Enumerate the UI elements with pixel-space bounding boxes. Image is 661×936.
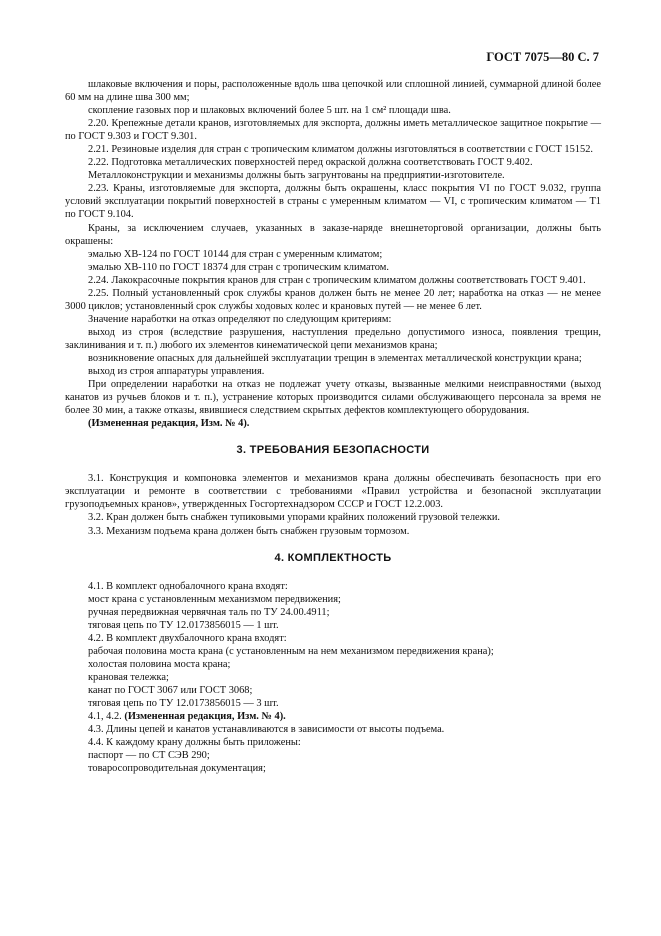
paragraph: 2.25. Полный установленный срок службы кранов должен быть не менее 20 лет; наработка на отказ — не менее 3000 циклов; установленный срок службы ходовых колес и крановых путей — не менее 6 лет. bbox=[65, 287, 601, 312]
page-header: ГОСТ 7075—80 С. 7 bbox=[486, 50, 599, 64]
paragraph: 2.20. Крепежные детали кранов, изготовляемых для экспорта, должны иметь металлическое защитное покрытие — по ГОСТ 9.303 и ГОСТ 9.301. bbox=[65, 118, 601, 143]
paragraph: 2.24. Лакокрасочные покрытия кранов для стран с тропическим климатом должны соответствовать ГОСТ 9.401. bbox=[88, 274, 586, 286]
paragraph: Значение наработки на отказ определяют по следующим критериям: bbox=[88, 313, 392, 325]
paragraph: 4.2. В комплект двухбалочного крана входят: bbox=[88, 632, 287, 644]
paragraph: выход из строя аппаратуры управления. bbox=[88, 366, 265, 378]
section-heading: 3. ТРЕБОВАНИЯ БЕЗОПАСНОСТИ bbox=[236, 444, 430, 457]
paragraph: тяговая цепь по ТУ 12.0173856015 — 1 шт. bbox=[88, 619, 279, 631]
paragraph: канат по ГОСТ 3067 или ГОСТ 3068; bbox=[88, 684, 253, 696]
paragraph: При определении наработки на отказ не подлежат учету отказы, вызванные мелкими неисправностями (выход канатов из ручьев блоков и т. п.), устранение которых производится силами обслуживающего персонала за время не более 30 мин, а также отказы, явившиеся следствием скрытых дефектов комплектующего оборудования. bbox=[65, 379, 601, 417]
paragraph: эмалью ХВ-124 по ГОСТ 10144 для стран с умеренным климатом; bbox=[88, 248, 383, 260]
amendment-note: (Измененная редакция, Изм. № 4). bbox=[124, 711, 286, 723]
document-body bbox=[65, 78, 601, 775]
paragraph: крановая тележка; bbox=[88, 671, 169, 683]
paragraph: 3.3. Механизм подъема крана должен быть снабжен грузовым тормозом. bbox=[88, 525, 410, 537]
paragraph: 4.3. Длины цепей и канатов устанавливаются в зависимости от высоты подъема. bbox=[88, 724, 445, 736]
paragraph: эмалью ХВ-110 по ГОСТ 18374 для стран с тропическим климатом. bbox=[88, 261, 389, 273]
paragraph: 3.1. Конструкция и компоновка элементов и механизмов крана должны обеспечивать безопасность при его эксплуатации и ремонте в соответствии с требованиями «Правил устройства и безопасной эксплуатации грузоподъемных кранов», утвержденных Госгортехнадзором СССР и ГОСТ 12.2.003. bbox=[65, 473, 601, 511]
paragraph: (Измененная редакция, Изм. № 4). bbox=[88, 418, 250, 430]
paragraph: 2.22. Подготовка металлических поверхностей перед окраской должна соответствовать ГОСТ 9.402. bbox=[88, 157, 533, 169]
paragraph: 2.23. Краны, изготовляемые для экспорта, должны быть окрашены, класс покрытия VI по ГОСТ 9.032, группа условий эксплуатации покрытий поверхностей в страны с умеренным климатом — VI, с тропическим климатом — Т1 по ГОСТ 9.104. bbox=[65, 183, 601, 221]
paragraph: 2.21. Резиновые изделия для стран с тропическим климатом должны изготовляться в соответствии с ГОСТ 15152. bbox=[88, 144, 593, 156]
paragraph: тяговая цепь по ТУ 12.0173856015 — 3 шт. bbox=[88, 698, 279, 710]
paragraph: паспорт — по СТ СЭВ 290; bbox=[88, 750, 210, 762]
paragraph: ручная передвижная червячная таль по ТУ 24.00.4911; bbox=[88, 606, 330, 618]
paragraph: мост крана с установленным механизмом передвижения; bbox=[88, 593, 341, 605]
paragraph: товаросопроводительная документация; bbox=[88, 763, 266, 775]
paragraph: холостая половина моста крана; bbox=[88, 658, 231, 670]
paragraph: 4.1, 4.2. (Измененная редакция, Изм. № 4). bbox=[88, 711, 286, 723]
paragraph: Краны, за исключением случаев, указанных в заказе-наряде внешнеторговой организации, должны быть окрашены: bbox=[65, 222, 601, 247]
paragraph: рабочая половина моста крана (с установленным на нем механизмом передвижения крана); bbox=[88, 645, 494, 657]
paragraph: 3.2. Кран должен быть снабжен тупиковыми упорами крайних положений грузовой тележки. bbox=[88, 512, 501, 524]
paragraph: скопление газовых пор и шлаковых включений более 5 шт. на 1 см² площади шва. bbox=[88, 105, 451, 117]
paragraph: возникновение опасных для дальнейшей эксплуатации трещин в элементах металлической конструкции крана; bbox=[88, 352, 582, 364]
section-heading: 4. КОМПЛЕКТНОСТЬ bbox=[274, 551, 392, 564]
paragraph: 4.4. К каждому крану должны быть приложены: bbox=[88, 737, 301, 749]
paragraph: Металлоконструкции и механизмы должны быть загрунтованы на предприятии-изготовителе. bbox=[88, 170, 505, 182]
paragraph: шлаковые включения и поры, расположенные вдоль шва цепочкой или сплошной линией, суммарной длиной более 60 мм на длине шва 300 мм; bbox=[65, 79, 601, 104]
paragraph: 4.1. В комплект однобалочного крана входят: bbox=[88, 580, 288, 592]
paragraph: выход из строя (вследствие разрушения, наступления предельно допустимого износа, появления трещин, заклинивания и т. п.) любого их элементов кинематической цепи механизмов крана; bbox=[65, 326, 601, 351]
